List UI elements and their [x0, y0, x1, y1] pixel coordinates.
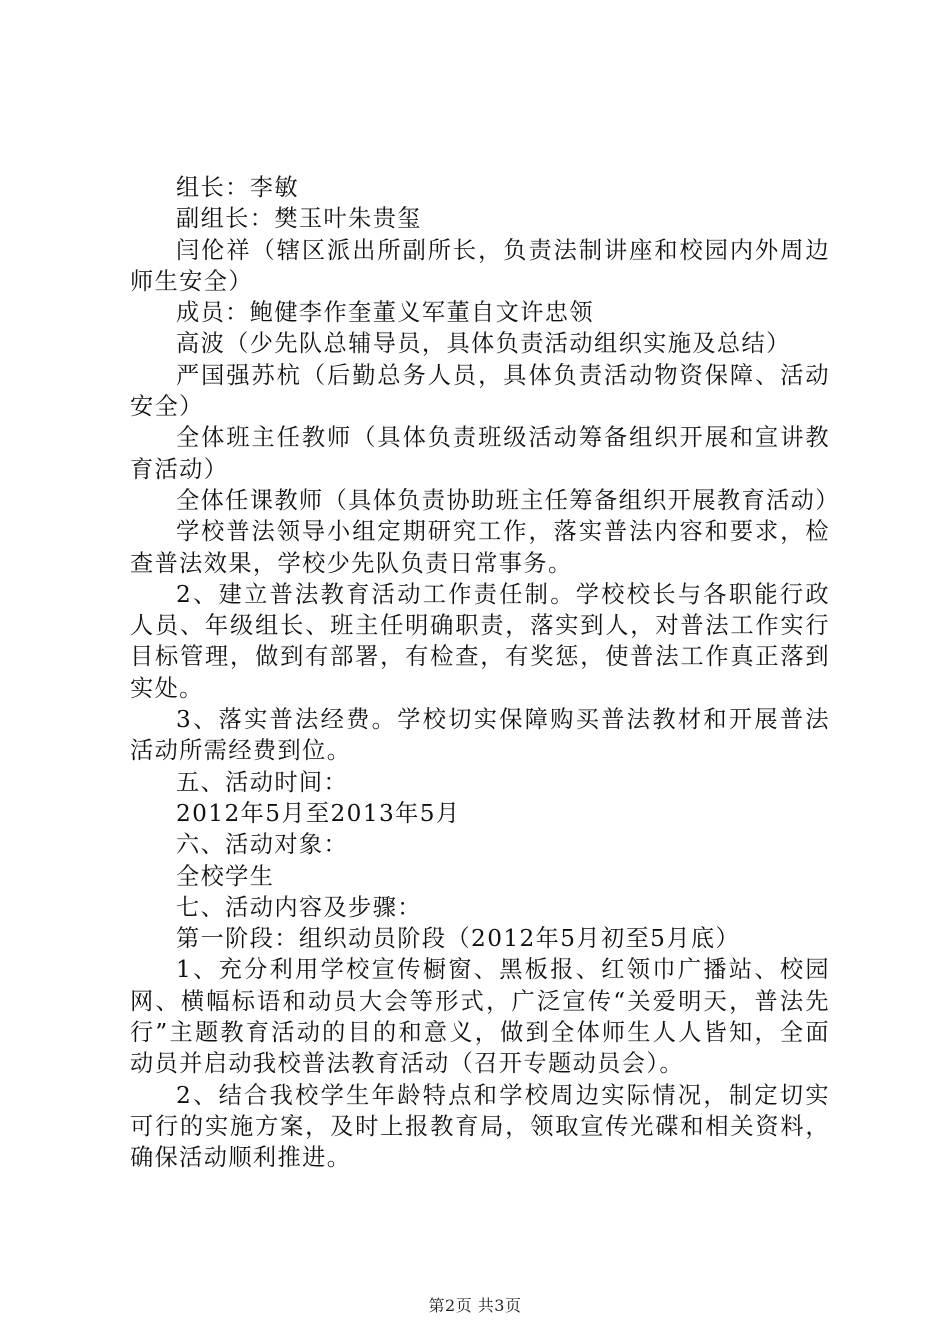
paragraph-responsibility-system: 2、建立普法教育活动工作责任制。学校校长与各职能行政人员、年级组长、班主任明确职责，落实到人，对普法工作实行目标管理，做到有部署，有检查，有奖惩，使普法工作真正落到实处。: [130, 580, 830, 702]
paragraph-subject-teachers: 全体任课教师（具体负责协助班主任筹备组织开展教育活动）: [176, 486, 840, 514]
heading-activity-time: 五、活动时间：: [176, 768, 349, 796]
heading-activity-content: 七、活动内容及步骤：: [176, 893, 422, 921]
paragraph-publicity: 1、充分利用学校宣传橱窗、黑板报、红领巾广播站、校园网、横幅标语和动员大会等形式，广泛宣传“关爱明天，普法先行”主题教育活动的目的和意义，做到全体师生人人皆知，全面动员并启动我校普法教育活动（召开专题动员会）。: [130, 956, 830, 1078]
paragraph-deputy-leader: 副组长：樊玉叶朱贵玺: [176, 205, 422, 233]
paragraph-gao-bo: 高波（少先队总辅导员，具体负责活动组织实施及总结）: [176, 330, 791, 358]
paragraph-leading-group: 学校普法领导小组定期研究工作，落实普法内容和要求，检查普法效果，学校少先队负责日常事务。: [130, 518, 830, 577]
heading-stage-one: 第一阶段：组织动员阶段（2012年5月初至5月底）: [176, 925, 741, 953]
paragraph-members: 成员：鲍健李作奎董义军董自文许忠领: [176, 299, 594, 327]
paragraph-all-students: 全校学生: [176, 862, 275, 890]
heading-activity-target: 六、活动对象：: [176, 831, 349, 859]
page-footer: 第2页 共3页: [428, 1296, 522, 1315]
paragraph-logistics: 严国强苏杭（后勤总务人员，具体负责活动物资保障、活动安全）: [130, 361, 830, 421]
document-body: [130, 172, 840, 1174]
paragraph-implementation-plan: 2、结合我校学生年龄特点和学校周边实际情况，制定切实可行的实施方案，及时上报教育局，领取宣传光碟和相关资料，确保活动顺利推进。: [130, 1081, 830, 1172]
paragraph-group-leader: 组长：李敏: [176, 174, 299, 201]
paragraph-funding: 3、落实普法经费。学校切实保障购买普法教材和开展普法活动所需经费到位。: [130, 706, 830, 765]
paragraph-police-member: 闫伦祥（辖区派出所副所长，负责法制讲座和校园内外周边师生安全）: [130, 236, 830, 295]
paragraph-activity-period: 2012年5月至2013年5月: [176, 799, 461, 827]
paragraph-class-teachers: 全体班主任教师（具体负责班级活动筹备组织开展和宣讲教育活动）: [130, 424, 830, 483]
